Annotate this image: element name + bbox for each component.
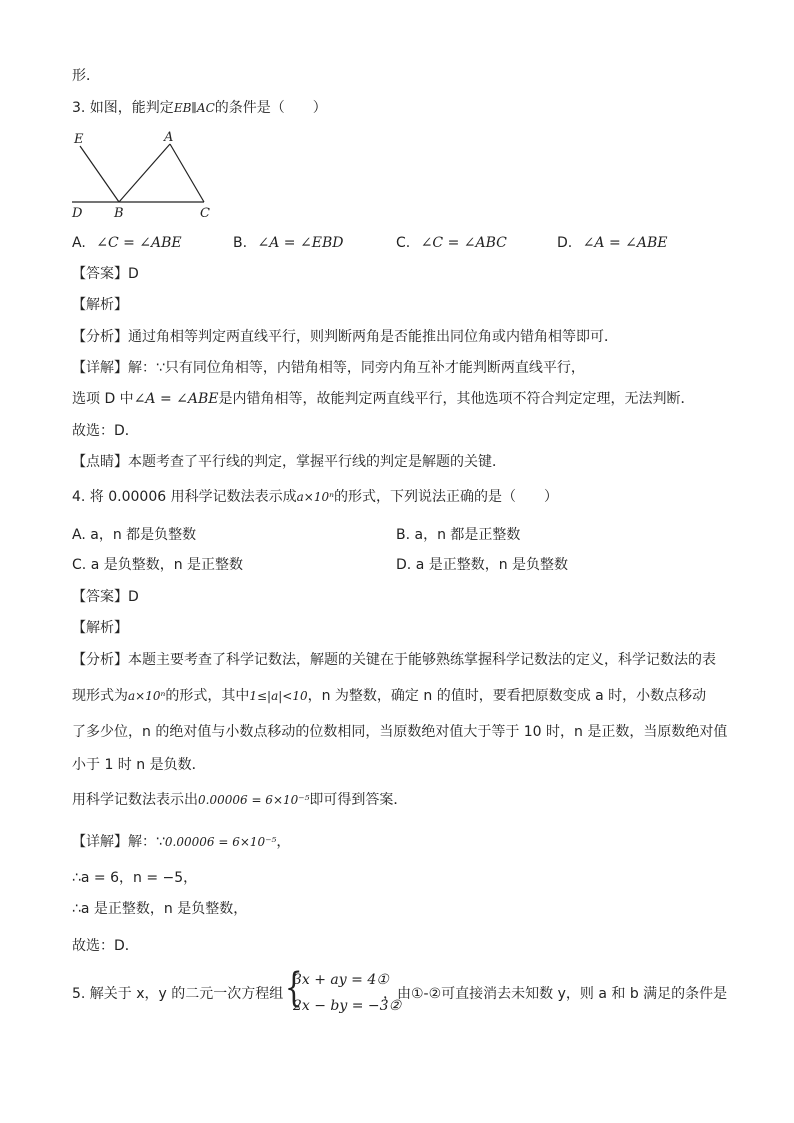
q3-line-ac	[170, 144, 204, 202]
detail-math: ∠A = ∠ABE	[133, 391, 219, 407]
q3-option-c[interactable]	[396, 234, 507, 252]
q4-analysis-line-2	[72, 687, 706, 705]
q4-choose: 故选：D．	[72, 938, 139, 954]
q3-detail-line-2	[72, 390, 695, 408]
detail-text: ，	[276, 834, 291, 850]
q4-stem-suffix: 的形式，下列说法正确的是（ ）	[333, 489, 558, 505]
q3-label-b: B	[114, 206, 124, 221]
q3-analysis: 【分析】通过角相等判定两直线平行，则判断两角是否能推出同位角或内错角相等即可．	[72, 329, 618, 345]
q4-analysis-line-1: 【分析】本题主要考查了科学记数法，解题的关键在于能够熟练掌握科学记数法的定义，科学记数法的表	[72, 652, 716, 668]
q4-stem	[72, 488, 558, 506]
detail-prefix: 选项 D 中	[72, 391, 134, 407]
q4-stem-math: a×10ⁿ	[296, 490, 334, 504]
q4-analysis-line-5	[72, 791, 407, 809]
option-letter: B.	[233, 235, 248, 251]
q4-answer: 【答案】D	[72, 589, 139, 605]
q3-stem-prefix: 3. 如图，能判定	[72, 100, 174, 116]
q3-stem-math: EB∥AC	[173, 101, 215, 115]
q4-stem-prefix: 4. 将 0.00006 用科学记数法表示成	[72, 489, 297, 505]
q3-line-eb	[80, 146, 119, 202]
analysis-math: a×10ⁿ	[128, 689, 166, 703]
q3-label-e: E	[74, 132, 84, 147]
q4-detail-line-2: ∴a = 6，n = −5，	[72, 870, 198, 886]
q3-detail-line-1: 【详解】解：∵只有同位角相等，内错角相等，同旁内角互补才能判断两直线平行，	[72, 360, 585, 376]
option-math: ∠C = ∠ABC	[420, 235, 507, 251]
q4-option-c[interactable]	[72, 556, 243, 574]
q3-choose: 故选：D．	[72, 423, 139, 439]
q4-detail-line-1	[72, 833, 290, 851]
option-letter: C.	[72, 557, 87, 573]
analysis-text: 即可得到答案．	[309, 792, 408, 808]
q4-analysis-line-4: 小于 1 时 n 是负数．	[72, 757, 206, 773]
option-letter: D.	[396, 557, 412, 573]
analysis-text: 用科学记数法表示出	[72, 792, 198, 808]
q4-option-b[interactable]	[396, 526, 520, 544]
analysis-text: 现形式为	[72, 688, 128, 704]
option-text: a，n 都是正整数	[414, 527, 521, 543]
option-letter: A.	[72, 235, 86, 251]
q3-option-a[interactable]	[72, 234, 182, 252]
option-letter: A.	[72, 527, 86, 543]
analysis-text: 的形式，其中	[165, 688, 250, 704]
q4-detail-line-3: ∴a 是正整数，n 是负整数，	[72, 901, 248, 917]
option-text: a 是正整数，n 是负整数	[415, 557, 569, 573]
q3-label-a: A	[164, 130, 174, 145]
q3-option-b[interactable]	[233, 234, 343, 252]
q3-option-d[interactable]	[557, 234, 668, 252]
q4-jiexi-heading: 【解析】	[72, 620, 128, 636]
q3-figure	[66, 126, 226, 222]
option-letter: B.	[396, 527, 411, 543]
detail-math: 0.00006 = 6×10⁻⁵	[164, 835, 277, 849]
q5-equation-2: 2x − by = −3②	[293, 998, 402, 1014]
option-text: a，n 都是负整数	[90, 527, 197, 543]
detail-suffix: 是内错角相等，故能判定两直线平行，其他选项不符合判定定理，无法判断．	[218, 391, 695, 407]
q4-option-a[interactable]	[72, 526, 196, 544]
option-letter: D.	[557, 235, 573, 251]
q3-stem-suffix: 的条件是（ ）	[214, 100, 327, 116]
analysis-math: 0.00006 = 6×10⁻⁵	[198, 793, 310, 807]
option-letter: C.	[396, 235, 411, 251]
option-math: ∠C = ∠ABE	[96, 235, 182, 251]
q5-stem-prefix: 5. 解关于 x，y 的二元一次方程组	[72, 986, 284, 1002]
option-math: ∠A = ∠EBD	[257, 235, 344, 251]
detail-text: 【详解】解：∵	[72, 834, 165, 850]
q3-comment: 【点睛】本题考查了平行线的判定，掌握平行线的判定是解题的关键．	[72, 454, 506, 470]
q5-stem-suffix: ，由①-②可直接消去未知数 y，则 a 和 b 满足的条件是	[383, 986, 728, 1002]
q3-stem	[72, 99, 327, 117]
q3-answer: 【答案】D	[72, 266, 139, 282]
q3-label-d: D	[72, 206, 83, 221]
analysis-text: ，n 为整数，确定 n 的值时，要看把原数变成 a 时，小数点移动	[307, 688, 707, 704]
q3-line-ba	[119, 144, 170, 202]
q4-option-d[interactable]	[396, 556, 568, 574]
page-top-fragment: 形．	[72, 68, 100, 84]
option-text: a 是负整数，n 是正整数	[90, 557, 244, 573]
option-math: ∠A = ∠ABE	[582, 235, 668, 251]
analysis-math: 1≤|a|<10	[249, 689, 308, 703]
q5-system-brace: {	[284, 965, 303, 1011]
q5-equation-1: 3x + ay = 4①	[293, 972, 389, 988]
q3-label-c: C	[200, 206, 210, 221]
q3-jiexi-heading: 【解析】	[72, 297, 128, 313]
q4-analysis-line-3: 了多少位，n 的绝对值与小数点移动的位数相同，当原数绝对值大于等于 10 时，n 是正数，当原数绝对值	[72, 724, 728, 740]
